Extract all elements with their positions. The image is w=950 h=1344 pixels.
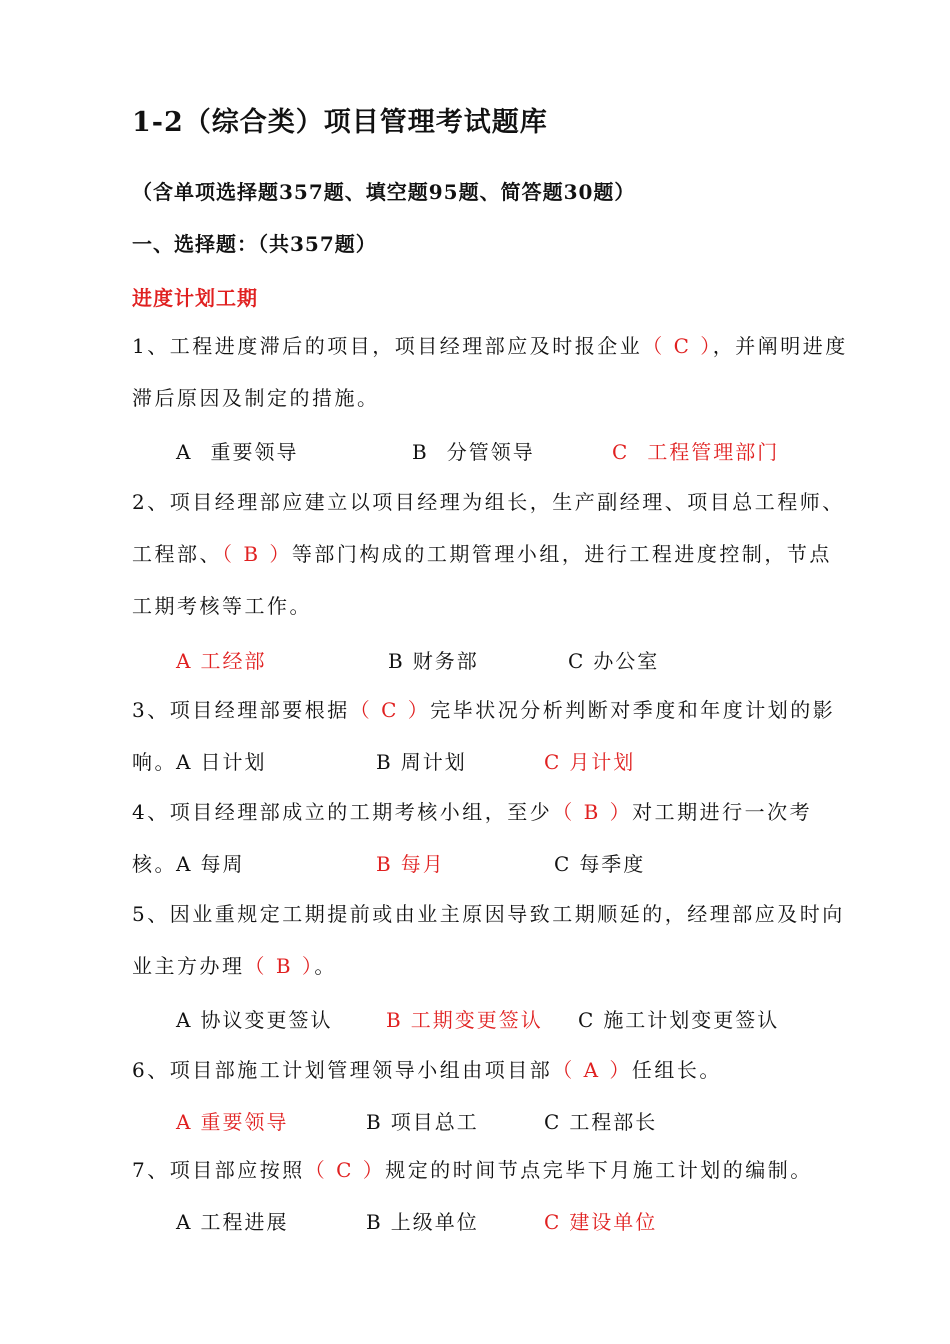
option-b: B 工期变更签认 — [386, 1008, 543, 1032]
option-a: A 协议变更签认 — [176, 1008, 333, 1032]
option-b: B 周计划 — [376, 750, 467, 774]
option-b: B 财务部 — [388, 649, 479, 673]
answer-marker: （ C ） — [304, 1158, 386, 1182]
option-a: A 每周 — [176, 852, 245, 876]
question-prefix: 6、项目部施工计划管理领导小组由项目部 — [132, 1058, 553, 1082]
question-suffix: 对工期进行一次考核。 — [132, 800, 813, 876]
answer-marker: （ C ） — [642, 334, 713, 358]
answer-marker: （ A ） — [552, 1058, 632, 1082]
option-b: B 每月 — [376, 852, 445, 876]
answer-marker: （ B ） — [222, 542, 292, 566]
section-heading: 一、选择题：（共357题） — [132, 232, 377, 256]
option-c: C 每季度 — [554, 852, 646, 876]
question-suffix: 规定的时间节点完毕下月施工计划的编制。 — [385, 1158, 813, 1182]
option-a: A 重要领导 — [176, 440, 299, 464]
answer-marker: （ C ） — [349, 698, 431, 722]
question-suffix: 等部门构成的工期管理小组，进行工程进度控制，节点工期考核等工作。 — [132, 542, 832, 618]
option-b: B 上级单位 — [366, 1210, 479, 1234]
option-b: B 项目总工 — [366, 1110, 479, 1134]
option-c: C 月计划 — [544, 750, 636, 774]
question-prefix: 4、项目经理部成立的工期考核小组，至少 — [132, 800, 553, 824]
option-a: A 日计划 — [176, 750, 267, 774]
question-prefix: 5、因业重规定工期提前或由业主原因导致工期顺延的，经理部应及时向业主方办理 — [132, 902, 845, 978]
answer-marker: （ B ） — [244, 954, 315, 978]
question-suffix: 。 — [314, 954, 337, 978]
option-c: C 工程管理部门 — [612, 440, 780, 464]
option-c: C 办公室 — [568, 649, 660, 673]
question-suffix: 任组长。 — [631, 1058, 722, 1082]
question-prefix: 2、项目经理部应建立以项目经理为组长，生产副经理、项目总工程师、工程部、 — [132, 490, 845, 566]
option-a: A 工程进展 — [176, 1210, 289, 1234]
answer-marker: （ B ） — [552, 800, 633, 824]
question-suffix: 完毕状况分析判断对季度和年度计划的影响。 — [132, 698, 836, 774]
question-text — [132, 476, 854, 632]
category-heading: 进度计划工期 — [132, 286, 258, 310]
option-a: A 重要领导 — [176, 1110, 289, 1134]
option-c: C 工程部长 — [544, 1110, 658, 1134]
option-c: C 建设单位 — [544, 1210, 658, 1234]
question-prefix: 7、项目部应按照 — [132, 1158, 305, 1182]
document-title: 1-2（综合类）项目管理考试题库 — [132, 107, 548, 138]
option-c: C 施工计划变更签认 — [578, 1008, 780, 1032]
question-text — [132, 888, 854, 992]
option-a: A 工经部 — [176, 649, 267, 673]
document-subtitle: （含单项选择题357题、填空题95题、简答题30题） — [132, 180, 636, 204]
question-prefix: 3、项目经理部要根据 — [132, 698, 350, 722]
question-prefix: 1、工程进度滞后的项目，项目经理部应及时报企业 — [132, 334, 643, 358]
question-text — [132, 1044, 854, 1096]
question-suffix: ，并阐明进度滞后原因及制定的措施。 — [132, 334, 848, 410]
question-text — [132, 320, 854, 424]
option-b: B 分管领导 — [412, 440, 535, 464]
question-text — [132, 1144, 854, 1196]
